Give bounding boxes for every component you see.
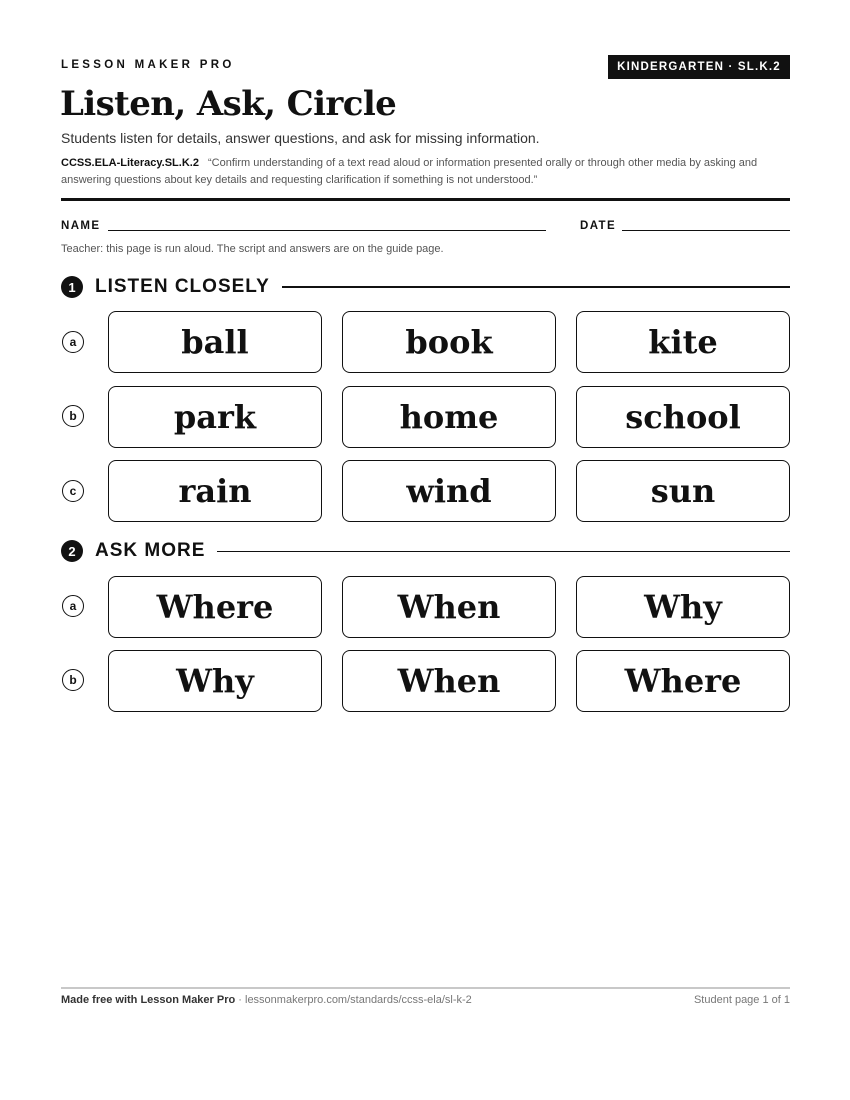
- choice-card[interactable]: rain: [108, 460, 322, 522]
- choice-card[interactable]: Why: [576, 576, 790, 638]
- footer-page-number: Student page 1 of 1: [693, 994, 790, 1006]
- choice-card[interactable]: school: [576, 386, 790, 448]
- row-letter-a: a: [62, 595, 84, 617]
- choice-card[interactable]: sun: [576, 460, 790, 522]
- choice-card[interactable]: ball: [108, 311, 322, 373]
- page-title: Listen, Ask, Circle: [60, 84, 397, 124]
- choice-card[interactable]: When: [342, 650, 556, 712]
- choice-card[interactable]: When: [342, 576, 556, 638]
- choice-card[interactable]: Where: [108, 576, 322, 638]
- page-subtitle: Students listen for details, answer questions, and ask for missing information.: [61, 130, 540, 146]
- standard-description: [61, 155, 791, 189]
- grade-badge: KINDERGARTEN · SL.K.2: [608, 55, 790, 79]
- section-divider: [217, 551, 790, 552]
- choice-card[interactable]: Why: [108, 650, 322, 712]
- standard-text: “Confirm understanding of a text read aloud or information presented orally or through other media by asking and answering questions about key details and requesting clarification if something is not understood.”: [61, 157, 758, 186]
- section-header-ask-more: [61, 540, 790, 562]
- choice-card[interactable]: book: [342, 311, 556, 373]
- footer-made-with: Made free with Lesson Maker Pro: [61, 994, 236, 1006]
- section-title: ASK MORE: [95, 540, 206, 561]
- choice-card[interactable]: home: [342, 386, 556, 448]
- date-label: DATE: [580, 220, 617, 232]
- choice-card[interactable]: Where: [576, 650, 790, 712]
- brand-name: LESSON MAKER PRO: [61, 59, 235, 71]
- section-title: LISTEN CLOSELY: [95, 276, 270, 297]
- choice-card[interactable]: park: [108, 386, 322, 448]
- footer-credit: [61, 994, 472, 1006]
- name-field-line[interactable]: [108, 230, 546, 231]
- name-label: NAME: [61, 220, 101, 232]
- row-letter-c: c: [62, 480, 84, 502]
- footer-divider: [61, 987, 790, 989]
- header-divider: [61, 198, 790, 201]
- choice-card[interactable]: kite: [576, 311, 790, 373]
- standard-code: CCSS.ELA-Literacy.SL.K.2: [61, 157, 199, 169]
- date-field-line[interactable]: [622, 230, 790, 231]
- section-divider: [282, 286, 790, 288]
- section-number-badge: 1: [61, 276, 83, 298]
- row-letter-b: b: [62, 405, 84, 427]
- section-header-listen-closely: [61, 276, 790, 298]
- section-number-badge: 2: [61, 540, 83, 562]
- footer-url[interactable]: · lessonmakerpro.com/standards/ccss-ela/sl-k-2: [238, 994, 472, 1006]
- row-letter-b: b: [62, 669, 84, 691]
- row-letter-a: a: [62, 331, 84, 353]
- choice-card[interactable]: wind: [342, 460, 556, 522]
- teacher-note: Teacher: this page is run aloud. The script and answers are on the guide page.: [61, 243, 444, 255]
